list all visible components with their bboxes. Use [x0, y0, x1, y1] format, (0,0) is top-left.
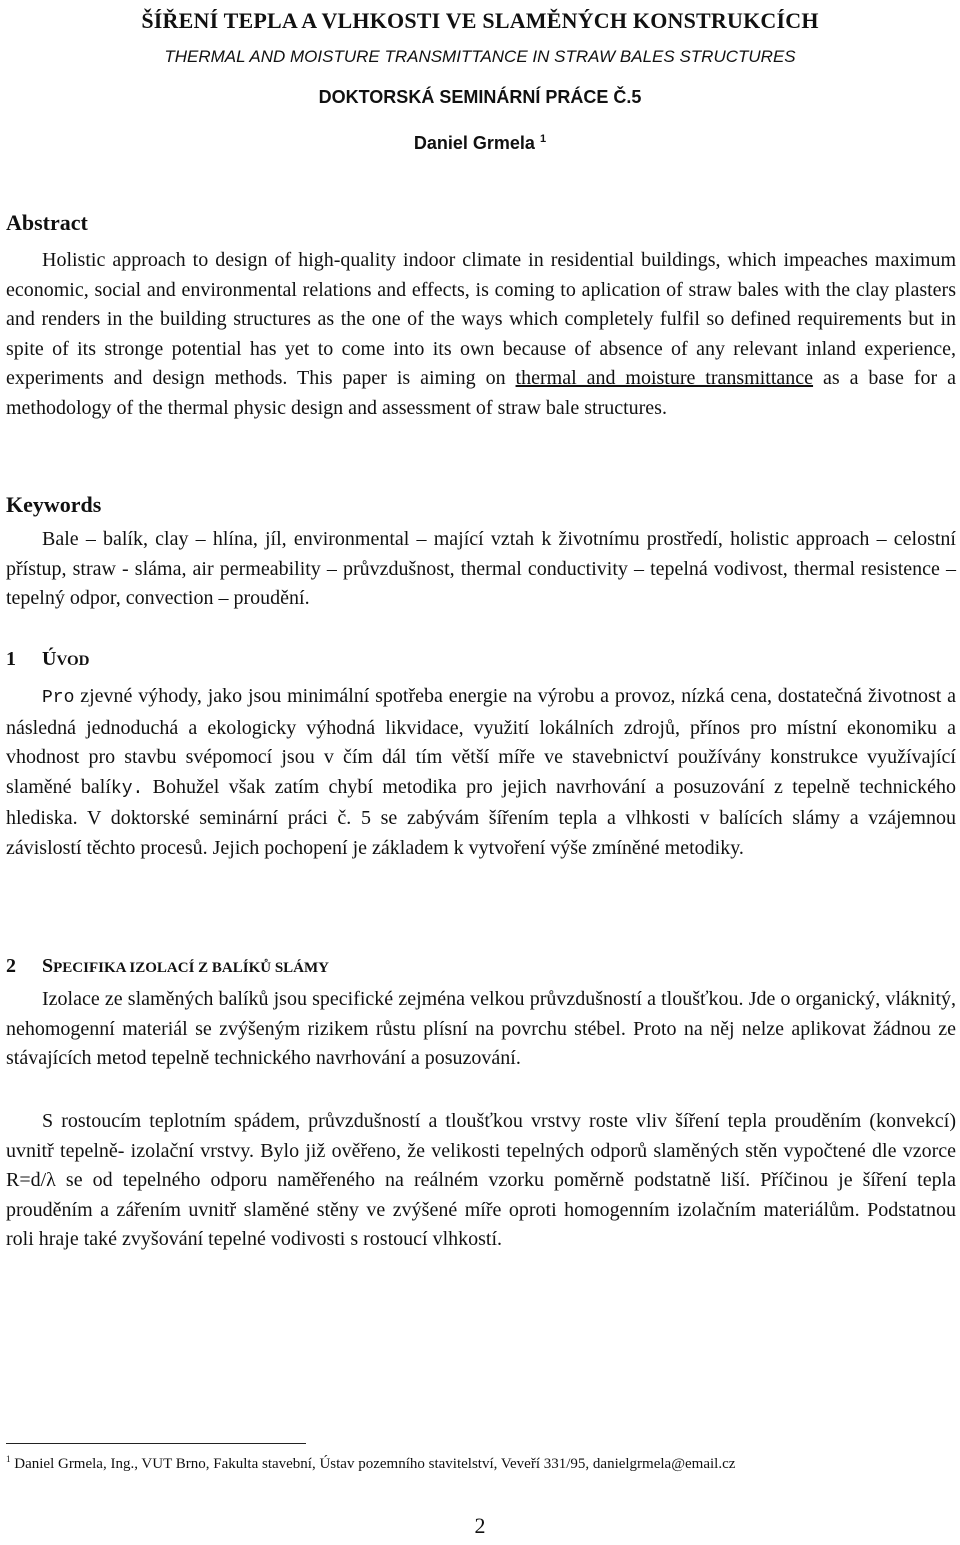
section-1-title-rest: VOD — [56, 653, 90, 669]
paper-subtitle-english: THERMAL AND MOISTURE TRANSMITTANCE IN STRAW BALES STRUCTURES — [164, 47, 796, 66]
section-2-paragraph-2: S rostoucím teplotním spádem, průvzdušností a tloušťkou vrstvy roste vliv šíření tepla prouděním (konvekcí) uvnitř tepelně- izolační vrstvy. Bylo již ověřeno, že velikosti tepelných odporů slaměných stěn vypočtené dle vzorce R=d/λ se od tepelného odporu naměřeného na reálném vzorku poměrně podstatně liší. Příčinou je šíření tepla prouděním a zářením uvnitř slaměné stěny ve zvýšené míře oproti homogenním izolačním materiálům. Podstatnou roli hraje také zvyšování tepelné vodivosti s rostoucí vlhkostí. — [6, 1110, 956, 1250]
abstract-text-before: Holistic approach to design of high-quality indoor climate in residential buildings, which impeaches maximum economic, social and environmental relations and effects, is coming to aplication of straw bales with the clay plasters and renders in the building structures as the one of the ways which completely fulfil so defined requirements but in spite of its stronge potential has yet to come into its own because of absence of any relevant inland experience, experiments and design methods. This paper is aiming on — [6, 249, 956, 389]
section-1-paragraph — [6, 682, 956, 863]
section-2-number: 2 — [6, 955, 16, 977]
author-line — [0, 133, 960, 154]
section-2-title-rest: PECIFIKA IZOLACÍ Z BALÍKŮ SLÁMY — [53, 960, 330, 976]
page-number: 2 — [474, 1513, 486, 1538]
footnote — [6, 1456, 735, 1473]
keywords-heading: Keywords — [6, 492, 102, 517]
footnote-separator — [6, 1443, 306, 1444]
paper-title: ŠÍŘENÍ TEPLA A VLHKOSTI VE SLAMĚNÝCH KONSTRUKCÍCH — [141, 8, 819, 33]
author-footnote-mark: 1 — [539, 133, 547, 145]
abstract-paragraph — [6, 246, 956, 423]
abstract-underlined-phrase: thermal and moisture transmittance — [515, 367, 814, 389]
section-1-text-part-2: Bohužel však zatím chybí metodika pro jejich navrhování a posuzování z tepelně technického hlediska. V doktorské seminární práci č. 5 se zabývám šířením tepla a vlhkosti v balících slámy a vzájemnou závislostí těchto procesů. Jejich pochopení je základem k vytvoření výše zmíněné metodiky. — [6, 775, 956, 859]
section-1-lead-word: Pro — [42, 688, 75, 708]
section-2-title-initial: S — [42, 955, 54, 977]
section-1-heading — [6, 648, 90, 671]
abstract-heading: Abstract — [6, 210, 88, 235]
section-1-number: 1 — [6, 648, 16, 670]
section-2-heading — [6, 955, 329, 978]
thesis-label: DOKTORSKÁ SEMINÁRNÍ PRÁCE Č.5 — [318, 87, 642, 107]
section-2-paragraph-1: Izolace ze slaměných balíků jsou specifické zejména velkou průvzdušností a tloušťkou. Jde o organický, vláknitý, nehomogenní materiál se zvýšeným rizikem růstu plísní na povrchu stébel. Proto na něj nelze aplikovat žádnou ze stávajících metod tepelně technického navrhování a posuzování. — [6, 988, 956, 1069]
abstract-text-after: as a base for a methodology of the thermal physic design and assessment of straw bale structures. — [6, 367, 957, 419]
section-1-text-part-1: zjevné výhody, jako jsou minimální spotřeba energie na výrobu a provoz, nízká cena, dostatečná životnost a následná jednoduchá a ekologicky výhodná likvidace, využití lokálních zdrojů, přínos pro místní ekonomiku a vhodnost pro stavbu svépomocí jsou v čím dál tím větší míře ve stavebnictví používány konstrukce využívající slaměné balí — [6, 685, 956, 798]
footnote-text: Daniel Grmela, Ing., VUT Brno, Fakulta stavební, Ústav pozemního stavitelství, Veveří 331/95, danielgrmela@email.cz — [10, 1456, 736, 1472]
section-1-title-initial: Ú — [42, 648, 57, 670]
footnote-mark: 1 — [6, 1454, 11, 1464]
author-name: Daniel Grmela — [413, 133, 535, 153]
section-1-mono-fragment: ky. — [110, 778, 144, 799]
keywords-paragraph: Bale – balík, clay – hlína, jíl, environmental – mající vztah k životnímu prostředí, holistic approach – celostní přístup, straw - sláma, air permeability – průvzdušnost, thermal conductivity – tepelná vodivost, thermal resistence – tepelný odpor, convection – proudění. — [6, 528, 956, 609]
